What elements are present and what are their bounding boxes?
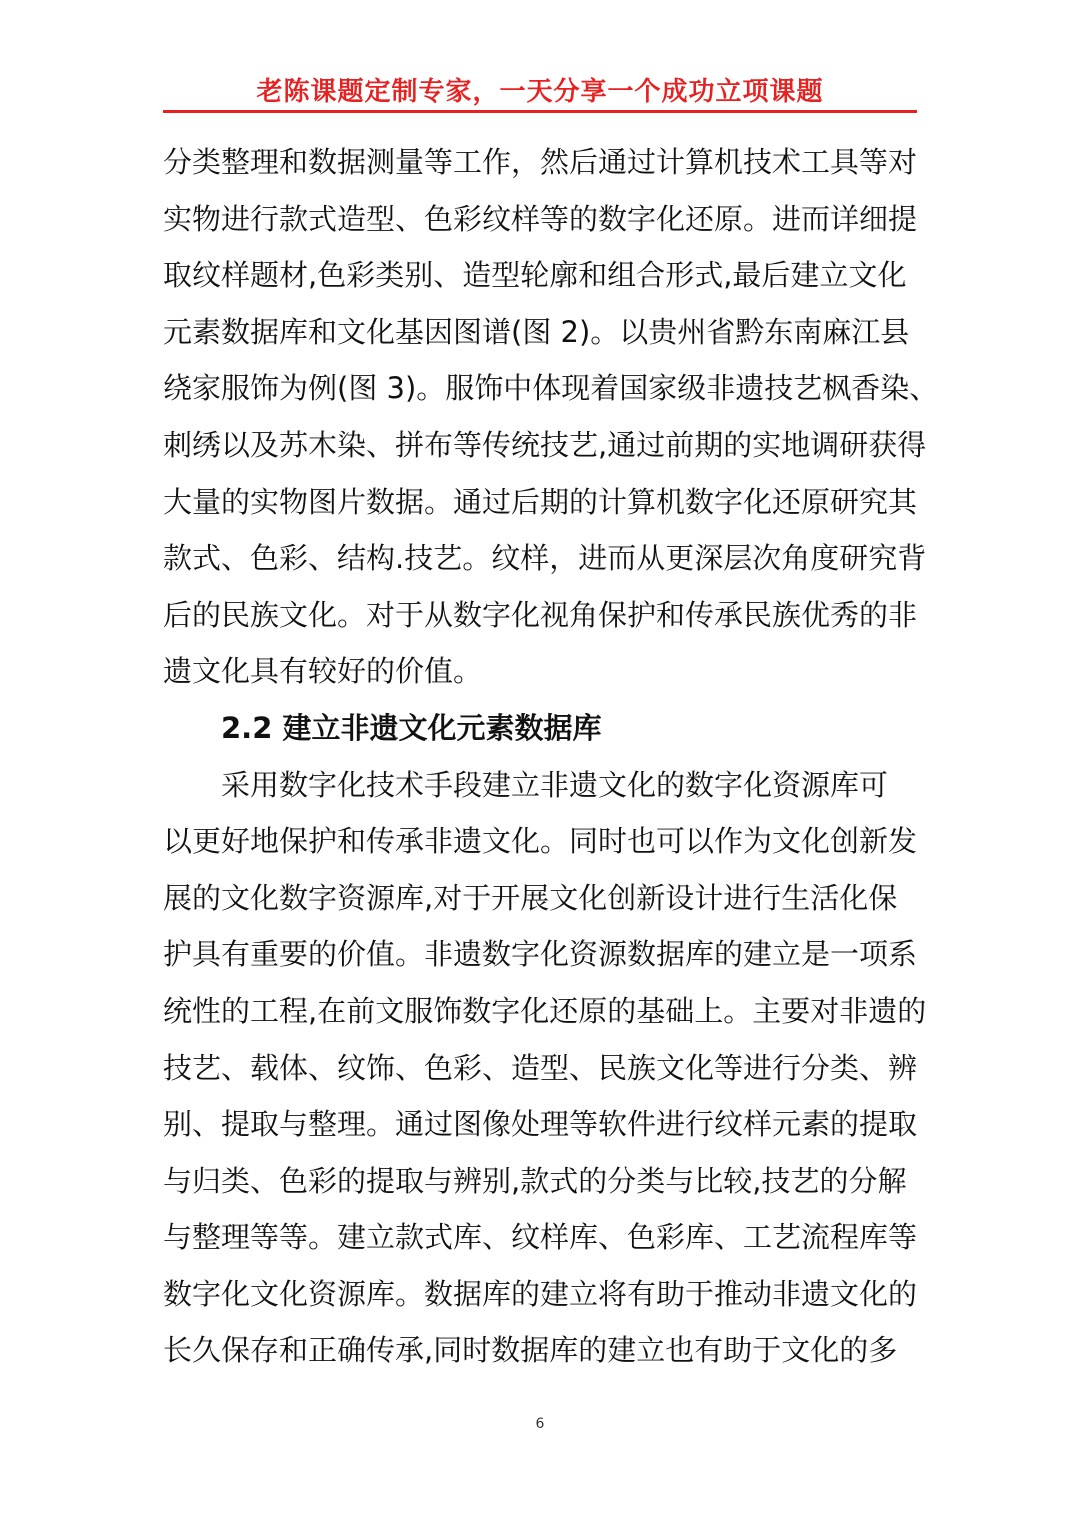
paragraph-2-line: 与整理等等。建立款式库、纹样库、色彩库、工艺流程库等 — [163, 1220, 918, 1255]
paragraph-1-line: 款式、色彩、结构.技艺。纹样，进而从更深层次角度研究背 — [163, 541, 927, 576]
paragraph-2-line: 护具有重要的价值。非遗数字化资源数据库的建立是一项系 — [163, 937, 918, 972]
paragraph-1-line: 实物进行款式造型、色彩纹样等的数字化还原。进而详细提 — [163, 201, 918, 236]
paragraph-2-line: 技艺、载体、纹饰、色彩、造型、民族文化等进行分类、辨 — [163, 1050, 918, 1085]
paragraph-1-line: 分类整理和数据测量等工作，然后通过计算机技术工具等对 — [163, 145, 918, 179]
paragraph-2-line: 统性的工程,在前文服饰数字化还原的基础上。主要对非遗的 — [163, 993, 927, 1028]
paragraph-2-line: 与归类、色彩的提取与辨别,款式的分类与比较,技艺的分解 — [163, 1163, 907, 1198]
paragraph-1-line: 绕家服饰为例(图 3)。服饰中体现着国家级非遗技艺枫香染、 — [163, 371, 939, 406]
paragraph-1-line: 刺绣以及苏木染、拼布等传统技艺,通过前期的实地调研获得 — [163, 427, 927, 462]
paragraph-1-line: 遗文化具有较好的价值。 — [163, 654, 483, 689]
paragraph-2-line: 别、提取与整理。通过图像处理等软件进行纹样元素的提取 — [163, 1107, 918, 1142]
paragraph-2-line: 采用数字化技术手段建立非遗文化的数字化资源库可 — [221, 767, 889, 802]
paragraph-2-line: 长久保存和正确传承,同时数据库的建立也有助于文化的多 — [163, 1333, 898, 1368]
paragraph-1-line: 取纹样题材,色彩类别、造型轮廓和组合形式,最后建立文化 — [163, 258, 907, 293]
paragraph-1-line: 大量的实物图片数据。通过后期的计算机数字化还原研究其 — [163, 484, 918, 519]
header-title: 老陈课题定制专家，一天分享一个成功立项课题 — [256, 77, 824, 107]
page-number: 6 — [535, 1416, 545, 1432]
paragraph-1 — [163, 134, 939, 1379]
paragraph-2-line: 数字化文化资源库。数据库的建立将有助于推动非遗文化的 — [163, 1276, 918, 1311]
section-heading: 2.2 建立非遗文化元素数据库 — [221, 710, 602, 745]
paragraph-1-line: 后的民族文化。对于从数字化视角保护和传承民族优秀的非 — [163, 597, 918, 632]
header-divider — [163, 110, 917, 113]
paragraph-1-line: 元素数据库和文化基因图谱(图 2)。以贵州省黔东南麻江县 — [163, 314, 910, 349]
paragraph-2-line: 展的文化数字资源库,对于开展文化创新设计进行生活化保 — [163, 880, 898, 915]
paragraph-2-line: 以更好地保护和传承非遗文化。同时也可以作为文化创新发 — [163, 824, 918, 859]
